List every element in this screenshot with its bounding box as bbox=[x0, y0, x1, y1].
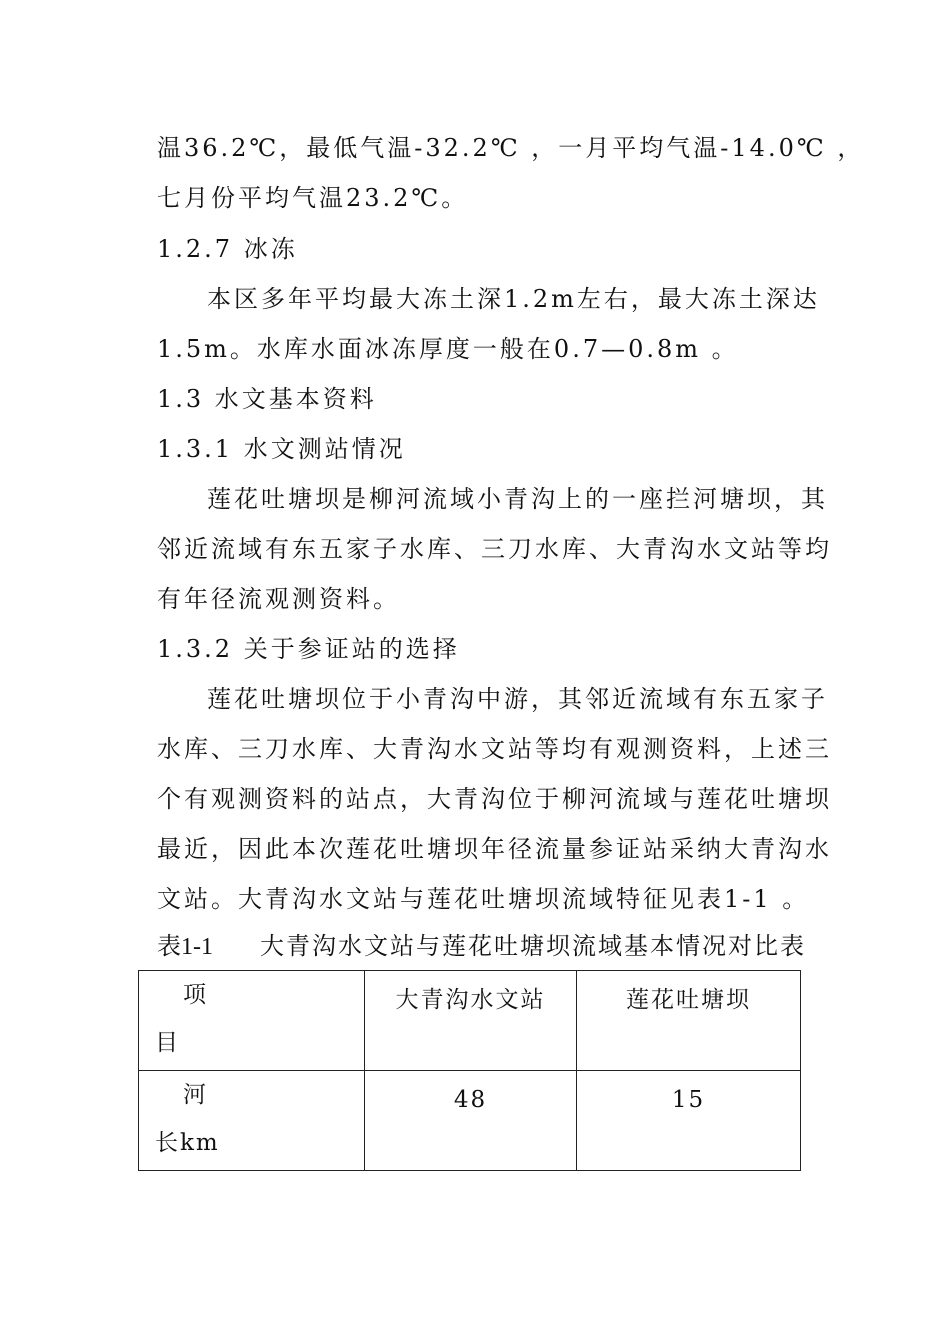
paragraph-line: 莲花吐塘坝是柳河流域小青沟上的一座拦河塘坝，其 bbox=[207, 485, 828, 513]
table-row bbox=[139, 1071, 801, 1171]
header-item-cell bbox=[139, 971, 365, 1071]
row-col1-cell bbox=[365, 1071, 577, 1171]
paragraph-line: 本区多年平均最大冻土深1.2m左右，最大冻土深达 bbox=[207, 285, 820, 313]
section-heading: 1.2.7 冰冻 bbox=[157, 235, 298, 263]
table-caption-title: 大青沟水文站与莲花吐塘坝流域基本情况对比表 bbox=[260, 932, 806, 960]
table-caption-label: 表1-1 bbox=[157, 934, 213, 960]
paragraph-line: 文站。大青沟水文站与莲花吐塘坝流域特征见表1-1 。 bbox=[157, 885, 810, 913]
header-col2-label: 莲花吐塘坝 bbox=[626, 987, 751, 1013]
header-col2-cell bbox=[577, 971, 801, 1071]
comparison-table bbox=[138, 970, 801, 1171]
table-header-row bbox=[139, 971, 801, 1071]
section-heading: 1.3.1 水文测站情况 bbox=[157, 435, 406, 463]
paragraph-line: 邻近流域有东五家子水库、三刀水库、大青沟水文站等均 bbox=[157, 535, 832, 563]
header-item-line1: 项 bbox=[183, 982, 208, 1008]
paragraph-line: 个有观测资料的站点，大青沟位于柳河流域与莲花吐塘坝 bbox=[157, 785, 832, 813]
header-item-line2: 目 bbox=[155, 1030, 180, 1056]
row-col1-value: 48 bbox=[453, 1087, 488, 1113]
paragraph-line: 莲花吐塘坝位于小青沟中游，其邻近流域有东五家子 bbox=[207, 685, 828, 713]
row-label-line1: 河 bbox=[183, 1082, 208, 1108]
paragraph-line: 水库、三刀水库、大青沟水文站等均有观测资料，上述三 bbox=[157, 735, 832, 763]
header-col1-label: 大青沟水文站 bbox=[395, 987, 546, 1013]
paragraph-line: 七月份平均气温23.2℃。 bbox=[157, 184, 469, 212]
paragraph-line: 最近，因此本次莲花吐塘坝年径流量参证站采纳大青沟水 bbox=[157, 835, 832, 863]
row-label-cell bbox=[139, 1071, 365, 1171]
row-col2-cell bbox=[577, 1071, 801, 1171]
paragraph-line: 有年径流观测资料。 bbox=[157, 585, 400, 613]
header-col1-cell bbox=[365, 971, 577, 1071]
row-label-line2: 长km bbox=[155, 1130, 220, 1156]
section-heading: 1.3.2 关于参证站的选择 bbox=[157, 635, 460, 663]
table-caption bbox=[157, 931, 806, 962]
paragraph-line: 1.5m。水库水面冰冻厚度一般在0.7—0.8m 。 bbox=[157, 335, 739, 363]
section-heading: 1.3 水文基本资料 bbox=[157, 385, 377, 413]
paragraph-line: 温36.2℃，最低气温-32.2℃ ，一月平均气温-14.0℃ ， bbox=[157, 134, 865, 162]
row-col2-value: 15 bbox=[671, 1087, 706, 1113]
